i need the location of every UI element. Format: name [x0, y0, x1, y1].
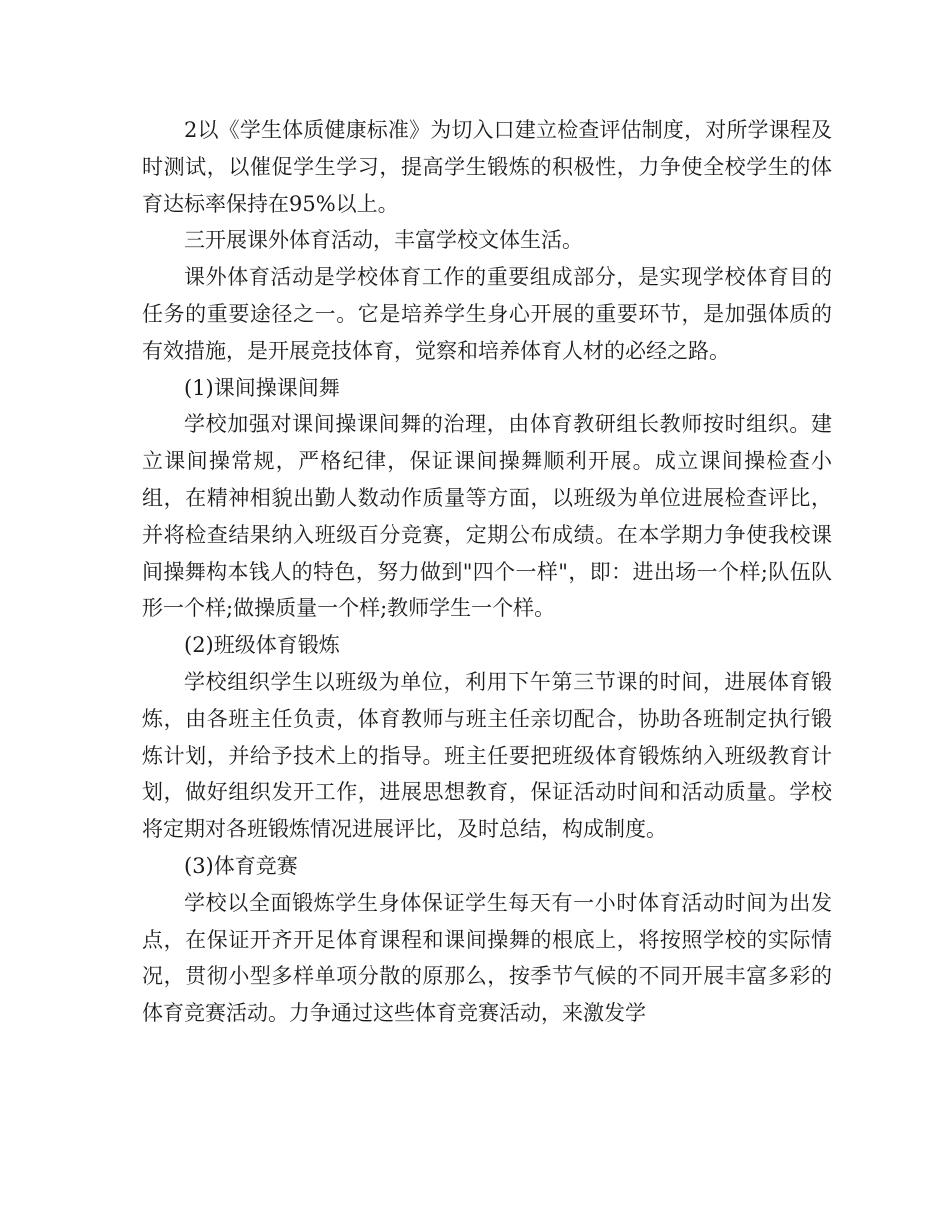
paragraph-assessment-system: 2以《学生体质健康标准》为切入口建立检查评估制度，对所学课程及时测试，以催促学生学习，提高学生锻炼的积极性，力争使全校学生的体育达标率保持在95%以上。 [142, 118, 832, 216]
paragraph-sports-competition: 学校以全面锻炼学生身体保证学生每天有一小时体育活动时间为出发点，在保证开齐开足体育课程和课间操舞的根底上，将按照学校的实际情况，贯彻小型多样单项分散的原那么，按季节气候的不同开展丰富多彩的体育竞赛活动。力争通过这些体育竞赛活动，来激发学 [142, 890, 832, 1026]
subheading-class-exercise: (2)班级体育锻炼 [184, 633, 340, 658]
paragraph-break-exercise: 学校加强对课间操课间舞的治理，由体育教研组长教师按时组织。建立课间操常规，严格纪律，保证课间操舞顺利开展。成立课间操检查小组，在精神相貌出勤人数动作质量等方面，以班级为单位进展检查评比，并将检查结果纳入班级百分竞赛，定期公布成绩。在本学期力争使我校课间操舞构本钱人的特色，努力做到"四个一样"，即：进出场一个样;队伍队形一个样;做操质量一个样;教师学生一个样。 [142, 412, 832, 621]
document-body [142, 112, 832, 1032]
paragraph-extracurricular-intro: 课外体育活动是学校体育工作的重要组成部分，是实现学校体育目的任务的重要途径之一。它是培养学生身心开展的重要环节，是加强体质的有效措施，是开展竞技体育，觉察和培养体育人材的必经之路。 [142, 265, 832, 363]
section-heading-extracurricular: 三开展课外体育活动，丰富学校文体生活。 [184, 228, 583, 253]
subheading-sports-competition: (3)体育竞赛 [184, 853, 298, 878]
paragraph-class-exercise: 学校组织学生以班级为单位，利用下午第三节课的时间，进展体育锻炼，由各班主任负责，体育教师与班主任亲切配合，协助各班制定执行锻炼计划，并给予技术上的指导。班主任要把班级体育锻炼纳入班级教育计划，做好组织发开工作，进展思想教育，保证活动时间和活动质量。学校将定期对各班锻炼情况进展评比，及时总结，构成制度。 [142, 669, 832, 842]
subheading-break-exercise: (1)课间操课间舞 [184, 375, 340, 400]
